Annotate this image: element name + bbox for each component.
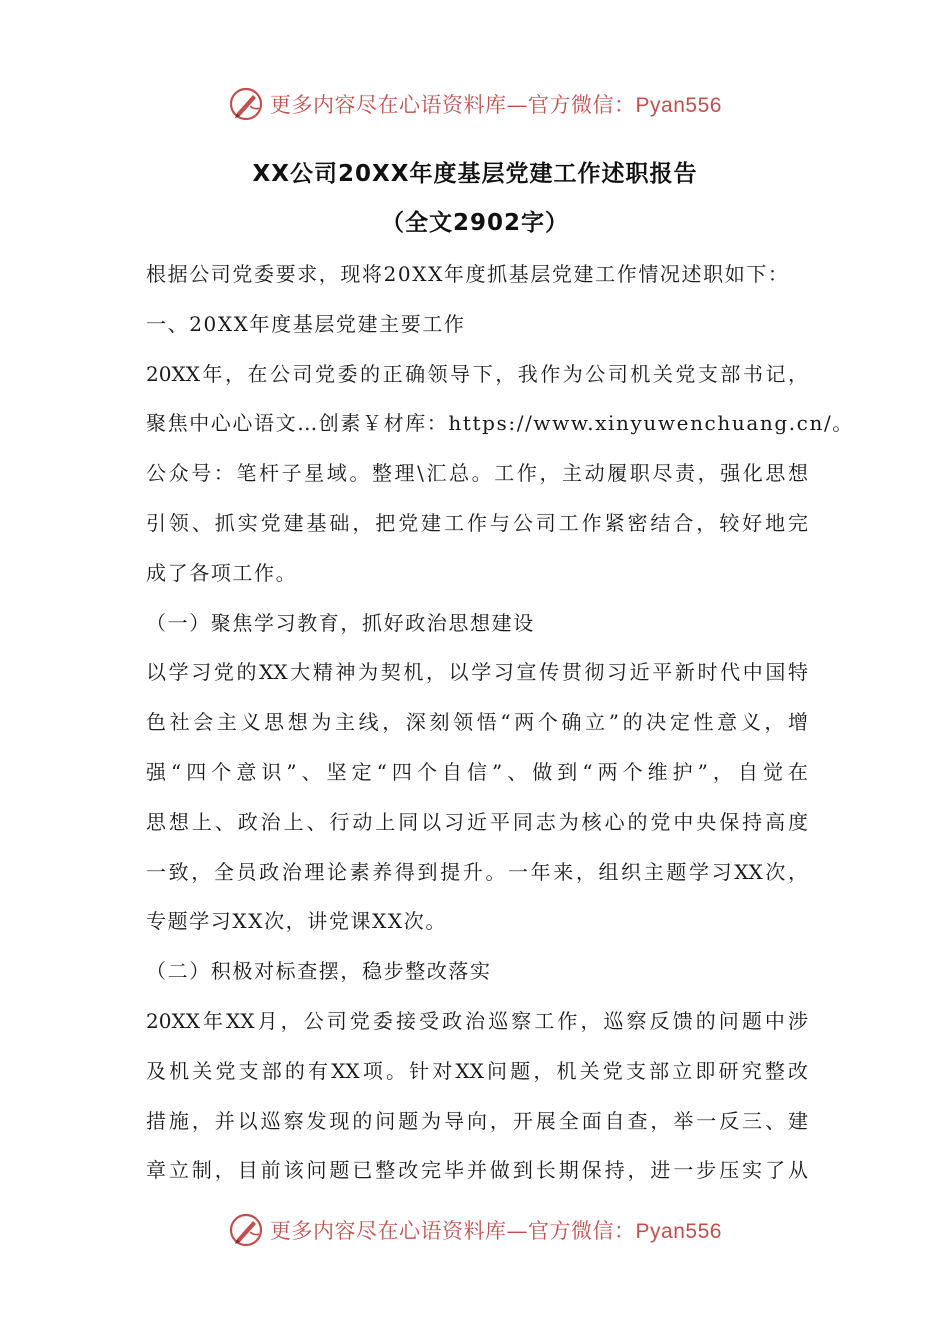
paragraph-line: 措施，并以巡察发现的问题为导向，开展全面自查，举一反三、建 <box>146 1108 808 1133</box>
subsection-heading-2: （二）积极对标查摆，稳步整改落实 <box>146 959 492 984</box>
subsection-heading-1: （一）聚焦学习教育，抓好政治思想建设 <box>146 610 535 635</box>
paragraph-line: 及机关党支部的有XX项。针对XX问题，机关党支部立即研究整改 <box>146 1058 808 1083</box>
document-body <box>146 250 854 1196</box>
paragraph-line: 聚焦中心心语文…创素￥材库：https://www.xinyuwenchuang.cn/。 <box>146 411 854 436</box>
watermark-text: 更多内容尽在心语资料库—官方微信：Pyan556 <box>270 93 722 117</box>
paragraph-line: 一致，全员政治理论素养得到提升。一年来，组织主题学习XX次， <box>146 859 808 884</box>
paragraph-line: 强“四个意识”、坚定“四个自信”、做到“两个维护”，自觉在 <box>146 759 808 784</box>
pen-logo-icon <box>228 86 264 122</box>
paragraph-line: 色社会主义思想为主线，深刻领悟“两个确立”的决定性意义，增 <box>146 710 808 735</box>
document-subtitle: （全文2902字） <box>380 210 569 236</box>
watermark-banner-top <box>0 82 950 126</box>
paragraph-line: 章立制，目前该问题已整改完毕并做到长期保持，进一步压实了从 <box>146 1158 808 1183</box>
section-heading-1: 一、20XX年度基层党建主要工作 <box>146 311 466 336</box>
watermark-banner-bottom <box>0 1208 950 1252</box>
intro-line: 根据公司党委要求，现将20XX年度抓基层党建工作情况述职如下： <box>146 262 790 286</box>
paragraph-line: 引领、抓实党建基础，把党建工作与公司工作紧密结合，较好地完 <box>146 510 808 535</box>
paragraph-line: 20XX年，在公司党委的正确领导下，我作为公司机关党支部书记， <box>146 361 808 386</box>
paragraph-line: 思想上、政治上、行动上同以习近平同志为核心的党中央保持高度 <box>146 809 808 834</box>
paragraph-line: 以学习党的XX大精神为契机，以学习宣传贯彻习近平新时代中国特 <box>146 660 808 685</box>
watermark-text: 更多内容尽在心语资料库—官方微信：Pyan556 <box>270 1219 722 1243</box>
paragraph-line: 公众号：笔杆子星域。整理\汇总。工作，主动履职尽责，强化思想 <box>146 461 808 486</box>
paragraph-line: 20XX年XX月，公司党委接受政治巡察工作，巡察反馈的问题中涉 <box>146 1008 808 1033</box>
pen-logo-icon <box>228 1212 264 1248</box>
document-title: XX公司20XX年度基层党建工作述职报告 <box>252 161 698 187</box>
paragraph-line: 成了各项工作。 <box>146 560 298 585</box>
paragraph-line: 专题学习XX次，讲党课XX次。 <box>146 909 447 934</box>
